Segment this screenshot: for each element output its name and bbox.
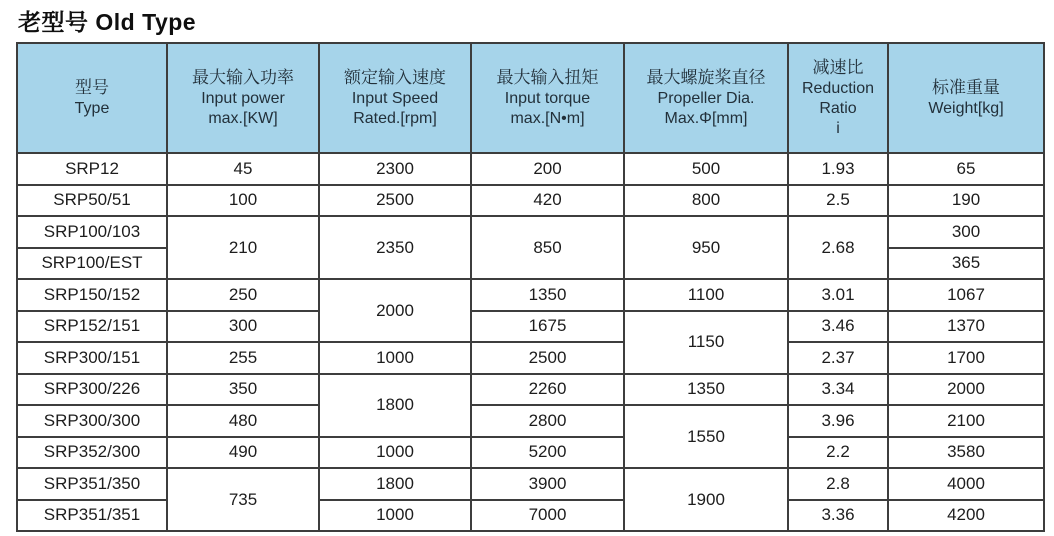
value-cell: 950 — [624, 216, 788, 279]
value-cell: 1800 — [319, 374, 471, 437]
value-cell: 1000 — [319, 342, 471, 374]
column-header-en: Weight[kg] — [928, 100, 1004, 118]
table-row — [17, 279, 1044, 311]
value-cell: 2.68 — [788, 216, 888, 279]
model-cell: SRP351/350 — [17, 468, 167, 500]
value-cell: 255 — [167, 342, 319, 374]
column-header-en: Input torque — [504, 90, 591, 108]
table-body — [17, 153, 1044, 531]
value-cell: 2300 — [319, 153, 471, 185]
value-cell: 2000 — [319, 279, 471, 342]
page-title: 老型号 Old Type — [18, 9, 197, 35]
value-cell: 45 — [167, 153, 319, 185]
value-cell: 1350 — [624, 374, 788, 406]
value-cell: 2260 — [471, 374, 624, 406]
value-cell: 1675 — [471, 311, 624, 343]
column-header — [167, 43, 319, 153]
value-cell: 3580 — [888, 437, 1044, 469]
value-cell: 2.2 — [788, 437, 888, 469]
value-cell: 1700 — [888, 342, 1044, 374]
value-cell: 480 — [167, 405, 319, 437]
column-header-zh: 最大输入扭矩 — [496, 67, 599, 87]
value-cell: 2000 — [888, 374, 1044, 406]
value-cell: 350 — [167, 374, 319, 406]
value-cell: 500 — [624, 153, 788, 185]
value-cell: 100 — [167, 185, 319, 217]
value-cell: 420 — [471, 185, 624, 217]
value-cell: 2500 — [319, 185, 471, 217]
value-cell: 2800 — [471, 405, 624, 437]
value-cell: 3.96 — [788, 405, 888, 437]
column-header-en: Reduction — [801, 80, 875, 98]
table-row — [17, 185, 1044, 217]
value-cell: 2.37 — [788, 342, 888, 374]
column-header — [319, 43, 471, 153]
column-header-en: Type — [74, 100, 110, 118]
value-cell: 490 — [167, 437, 319, 469]
table-row — [17, 342, 1044, 374]
column-header — [624, 43, 788, 153]
column-header — [788, 43, 888, 153]
value-cell: 850 — [471, 216, 624, 279]
value-cell: 1000 — [319, 437, 471, 469]
column-header-en: Max.Φ[mm] — [664, 110, 748, 128]
column-header-zh: 最大螺旋桨直径 — [646, 67, 766, 87]
model-cell: SRP300/226 — [17, 374, 167, 406]
column-header-zh: 额定输入速度 — [344, 67, 446, 87]
value-cell: 1.93 — [788, 153, 888, 185]
value-cell: 3.36 — [788, 500, 888, 532]
spec-table — [16, 42, 1045, 532]
value-cell: 300 — [888, 216, 1044, 248]
value-cell: 3.01 — [788, 279, 888, 311]
table-row — [17, 153, 1044, 185]
value-cell: 5200 — [471, 437, 624, 469]
value-cell: 1550 — [624, 405, 788, 468]
table-header-row — [17, 43, 1044, 153]
column-header — [471, 43, 624, 153]
model-cell: SRP50/51 — [17, 185, 167, 217]
value-cell: 1067 — [888, 279, 1044, 311]
value-cell: 190 — [888, 185, 1044, 217]
column-header-zh: 减速比 — [812, 57, 864, 77]
value-cell: 1900 — [624, 468, 788, 531]
value-cell: 3.34 — [788, 374, 888, 406]
column-header-en: Propeller Dia. — [657, 90, 755, 108]
model-cell: SRP100/EST — [17, 248, 167, 280]
value-cell: 1150 — [624, 311, 788, 374]
column-header-zh: 最大输入功率 — [192, 67, 294, 87]
value-cell: 2350 — [319, 216, 471, 279]
table-row — [17, 468, 1044, 500]
column-header — [17, 43, 167, 153]
value-cell: 800 — [624, 185, 788, 217]
column-header-zh: 标准重量 — [932, 77, 1000, 97]
model-cell: SRP100/103 — [17, 216, 167, 248]
value-cell: 210 — [167, 216, 319, 279]
value-cell: 2100 — [888, 405, 1044, 437]
model-cell: SRP150/152 — [17, 279, 167, 311]
table-row — [17, 216, 1044, 248]
model-cell: SRP352/300 — [17, 437, 167, 469]
value-cell: 365 — [888, 248, 1044, 280]
value-cell: 1370 — [888, 311, 1044, 343]
column-header-en: Input Speed — [351, 90, 439, 108]
column-header-en: i — [836, 120, 840, 138]
column-header-en: max.[KW] — [208, 110, 278, 128]
value-cell: 3900 — [471, 468, 624, 500]
value-cell: 3.46 — [788, 311, 888, 343]
value-cell: 2500 — [471, 342, 624, 374]
value-cell: 4000 — [888, 468, 1044, 500]
table-row — [17, 437, 1044, 469]
model-cell: SRP300/300 — [17, 405, 167, 437]
value-cell: 1800 — [319, 468, 471, 500]
value-cell: 1100 — [624, 279, 788, 311]
value-cell: 735 — [167, 468, 319, 531]
column-header-en: Input power — [201, 90, 285, 108]
value-cell: 7000 — [471, 500, 624, 532]
column-header-zh: 型号 — [75, 77, 109, 97]
column-header — [888, 43, 1044, 153]
value-cell: 2.8 — [788, 468, 888, 500]
value-cell: 2.5 — [788, 185, 888, 217]
column-header-en: Rated.[rpm] — [353, 110, 437, 128]
column-header-en: Ratio — [819, 100, 857, 118]
value-cell: 4200 — [888, 500, 1044, 532]
table-row — [17, 405, 1044, 437]
model-cell: SRP152/151 — [17, 311, 167, 343]
model-cell: SRP351/351 — [17, 500, 167, 532]
column-header-en: max.[N•m] — [510, 110, 585, 128]
value-cell: 250 — [167, 279, 319, 311]
value-cell: 1350 — [471, 279, 624, 311]
table-row — [17, 311, 1044, 343]
value-cell: 300 — [167, 311, 319, 343]
value-cell: 65 — [888, 153, 1044, 185]
value-cell: 1000 — [319, 500, 471, 532]
table-row — [17, 374, 1044, 406]
model-cell: SRP12 — [17, 153, 167, 185]
model-cell: SRP300/151 — [17, 342, 167, 374]
value-cell: 200 — [471, 153, 624, 185]
